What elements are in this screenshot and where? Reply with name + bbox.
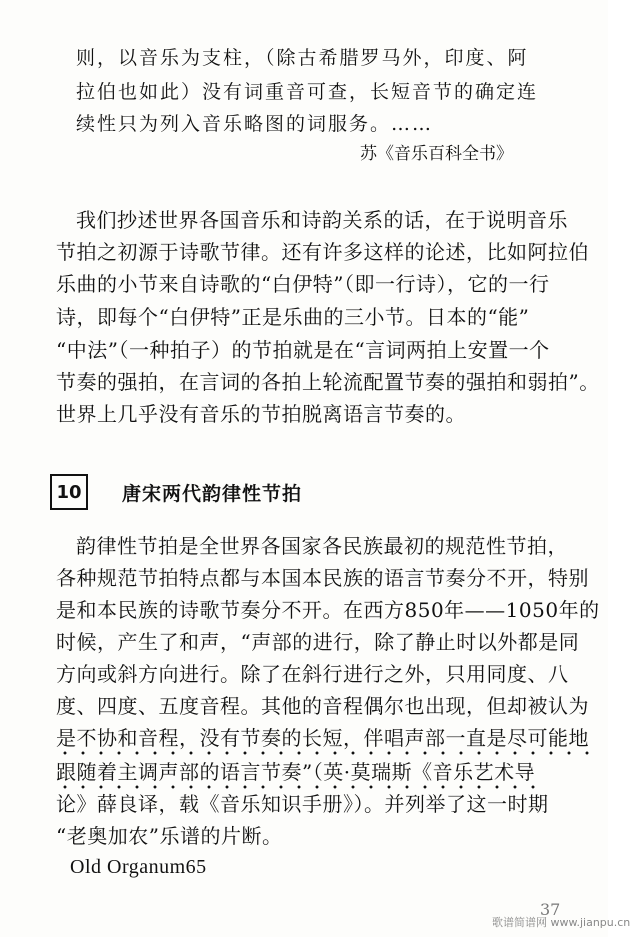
paragraph1-line-7: 世界上几乎没有音乐的节拍脱离语言节奏的。 <box>56 402 466 426</box>
section-heading <box>50 472 302 512</box>
paragraph2-line-2: 各种规范节拍特点都与本国本民族的语言节奏分不开，特别 <box>56 566 589 590</box>
quote-line-1: 则，以音乐为支柱，（除古希腊罗马外，印度、阿 <box>76 47 529 69</box>
paragraph1-line-6: 节奏的强拍，在言词的各拍上轮流配置节奏的强拍和弱拍”。 <box>56 370 600 394</box>
section-title: 唐宋两代韵律性节拍 <box>122 482 303 505</box>
music-example-label: Old Organum65 <box>70 856 207 878</box>
watermark: 歌谱简谱网 www.jianpu.cn <box>492 916 630 929</box>
paragraph1-line-4: 诗，即每个“白伊特”正是乐曲的三小节。日本的“能” <box>56 305 530 329</box>
paragraph2-line-1: 韵律性节拍是全世界各国家各民族最初的规范性节拍， <box>76 534 568 558</box>
paragraph2-line-9: 论》薛良译，载《音乐知识手册》）。并列举了这一时期 <box>56 792 549 816</box>
paragraph2-line-4: 时候，产生了和声，“声部的进行，除了静止时以外都是同 <box>56 630 580 654</box>
paragraph1-line-2: 节拍之初源于诗歌节律。还有许多这样的论述，比如阿拉伯 <box>56 240 589 264</box>
section-number-box: 10 <box>50 474 88 510</box>
paragraph2-line-8: 跟随着主调声部的语言节奏”（英·莫瑞斯《音乐艺术导 <box>56 758 535 790</box>
paragraph1-line-1: 我们抄述世界各国音乐和诗韵关系的话，在于说明音乐 <box>76 208 568 232</box>
paragraph2-line-7: 是不协和音程，没有节奏的长短，伴唱声部一直是尽可能地 <box>56 724 589 756</box>
paragraph2-line-5: 方向或斜方向进行。除了在斜行进行之外，只用同度、八 <box>56 662 569 686</box>
paragraph1-line-3: 乐曲的小节来自诗歌的“白伊特”（即一行诗），它的一行 <box>56 272 550 296</box>
page-number: 37 <box>540 900 561 919</box>
quote-line-3: 续性只为列入音乐略图的词服务。…… <box>76 113 434 135</box>
quote-line-2: 拉伯也如此）没有词重音可查，长短音节的确定连 <box>76 81 539 103</box>
paragraph1-line-5: “中法”（一种拍子）的节拍就是在“言词两拍上安置一个 <box>56 338 550 362</box>
paragraph2-line-6: 度、四度、五度音程。其他的音程偶尔也出现，但却被认为 <box>56 694 589 718</box>
paragraph2-line-10: “老奥加农”乐谱的片断。 <box>56 824 283 848</box>
paragraph2-line-3: 是和本民族的诗歌节奏分不开。在西方850年——1050年的 <box>56 598 600 622</box>
quote-attribution: 苏《音乐百科全书》 <box>360 144 513 164</box>
